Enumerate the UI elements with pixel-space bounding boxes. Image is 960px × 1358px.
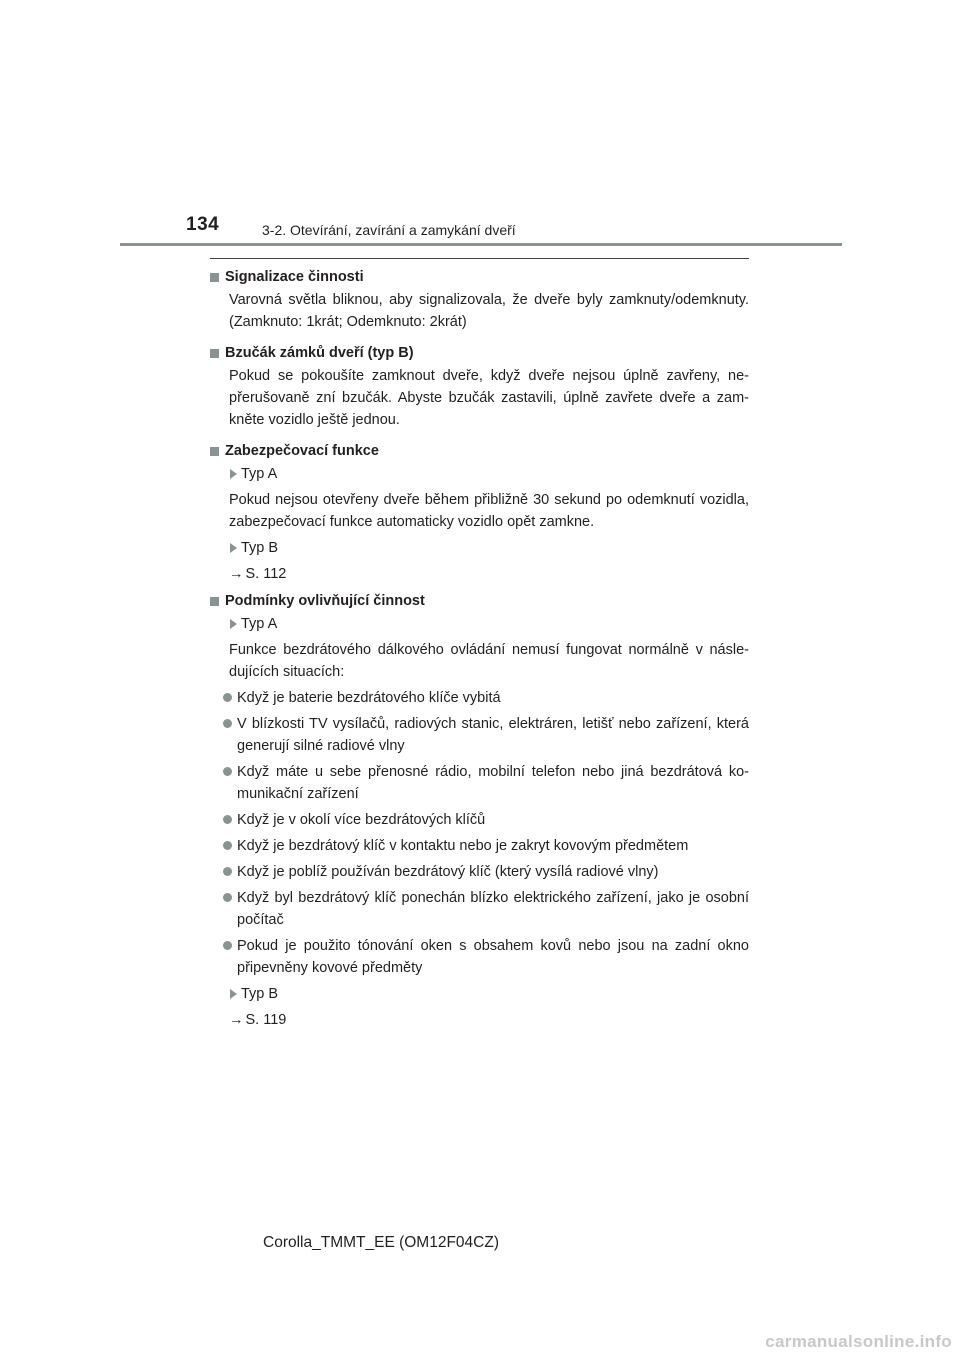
section-title: Signalizace činnosti bbox=[225, 269, 364, 285]
triangle-icon bbox=[230, 619, 237, 629]
arrow-right-icon: → bbox=[229, 1012, 244, 1028]
square-bullet-icon bbox=[210, 447, 219, 456]
section-title: Podmínky ovlivňující činnost bbox=[225, 593, 425, 609]
header-rule bbox=[120, 243, 842, 246]
section-podminky bbox=[210, 590, 749, 1031]
paragraph: Pokud se pokoušíte zamknout dveře, když dveře nejsou úplně zavřeny, nepřerušovaně zní bzučák. Abyste bzučák zastavili, úplně zavřete dveře a zamkněte vozidlo ještě jednou. bbox=[229, 368, 749, 428]
dot-bullet-icon bbox=[223, 719, 232, 728]
dot-bullet-icon bbox=[223, 693, 232, 702]
typ-label: Typ B bbox=[210, 983, 749, 1005]
content-rule bbox=[210, 258, 749, 259]
section-zabezpecovaci bbox=[210, 440, 749, 585]
page-number: 134 bbox=[186, 214, 220, 235]
section-title: Zabezpečovací funkce bbox=[225, 443, 379, 459]
list-item: Když byl bezdrátový klíč ponechán blízko elektrického zařízení, jako je osobní počítač bbox=[210, 887, 749, 931]
paragraph: Varovná světla bliknou, aby signalizovala, že dveře byly zamknuty/odemknuty. (Zamknuto: 1krát; Odemknuto: 2krát) bbox=[229, 292, 749, 330]
dot-bullet-icon bbox=[223, 815, 232, 824]
paragraph: Pokud nejsou otevřeny dveře během přibližně 30 sekund po odemknutí vozidla, zabezpečovací funkce automaticky vozidlo opět zamkne. bbox=[229, 492, 749, 530]
dot-bullet-icon bbox=[223, 893, 232, 902]
dot-bullet-icon bbox=[223, 867, 232, 876]
typ-label: Typ A bbox=[210, 463, 749, 485]
list-item: Když je bezdrátový klíč v kontaktu nebo je zakryt kovovým předmětem bbox=[210, 835, 749, 857]
section-signalizace bbox=[210, 266, 749, 333]
arrow-right-icon: → bbox=[229, 566, 244, 582]
list-item: Když je poblíž používán bezdrátový klíč (který vysílá radiové vlny) bbox=[210, 861, 749, 883]
list-item: Pokud je použito tónování oken s obsahem kovů nebo jsou na zadní okno připevněny kovové předměty bbox=[210, 935, 749, 979]
watermark: carmanualsonline.info bbox=[765, 1332, 952, 1351]
list-item: Když je v okolí více bezdrátových klíčů bbox=[210, 809, 749, 831]
footer-doc-id: Corolla_TMMT_EE (OM12F04CZ) bbox=[263, 1234, 499, 1251]
list-item: Když máte u sebe přenosné rádio, mobilní telefon nebo jiná bezdrátová komunikační zařízení bbox=[210, 761, 749, 805]
square-bullet-icon bbox=[210, 597, 219, 606]
typ-label: Typ A bbox=[210, 613, 749, 635]
chapter-title: 3-2. Otevírání, zavírání a zamykání dveří bbox=[262, 222, 516, 238]
triangle-icon bbox=[230, 543, 237, 553]
paragraph: Funkce bezdrátového dálkového ovládání nemusí fungovat normálně v následujících situacích: bbox=[229, 642, 749, 680]
content bbox=[210, 266, 749, 1031]
typ-label: Typ B bbox=[210, 537, 749, 559]
dot-bullet-icon bbox=[223, 941, 232, 950]
dot-bullet-icon bbox=[223, 841, 232, 850]
square-bullet-icon bbox=[210, 349, 219, 358]
page-reference-link[interactable]: → S. 112 bbox=[210, 563, 749, 585]
square-bullet-icon bbox=[210, 273, 219, 282]
triangle-icon bbox=[230, 989, 237, 999]
triangle-icon bbox=[230, 469, 237, 479]
dot-bullet-icon bbox=[223, 767, 232, 776]
page-reference-link[interactable]: → S. 119 bbox=[210, 1009, 749, 1031]
section-title: Bzučák zámků dveří (typ B) bbox=[225, 345, 414, 361]
section-bzucak bbox=[210, 342, 749, 431]
list-item: V blízkosti TV vysílačů, radiových stanic, elektráren, letišť nebo zařízení, která generují silné radiové vlny bbox=[210, 713, 749, 757]
list-item: Když je baterie bezdrátového klíče vybitá bbox=[210, 687, 749, 709]
